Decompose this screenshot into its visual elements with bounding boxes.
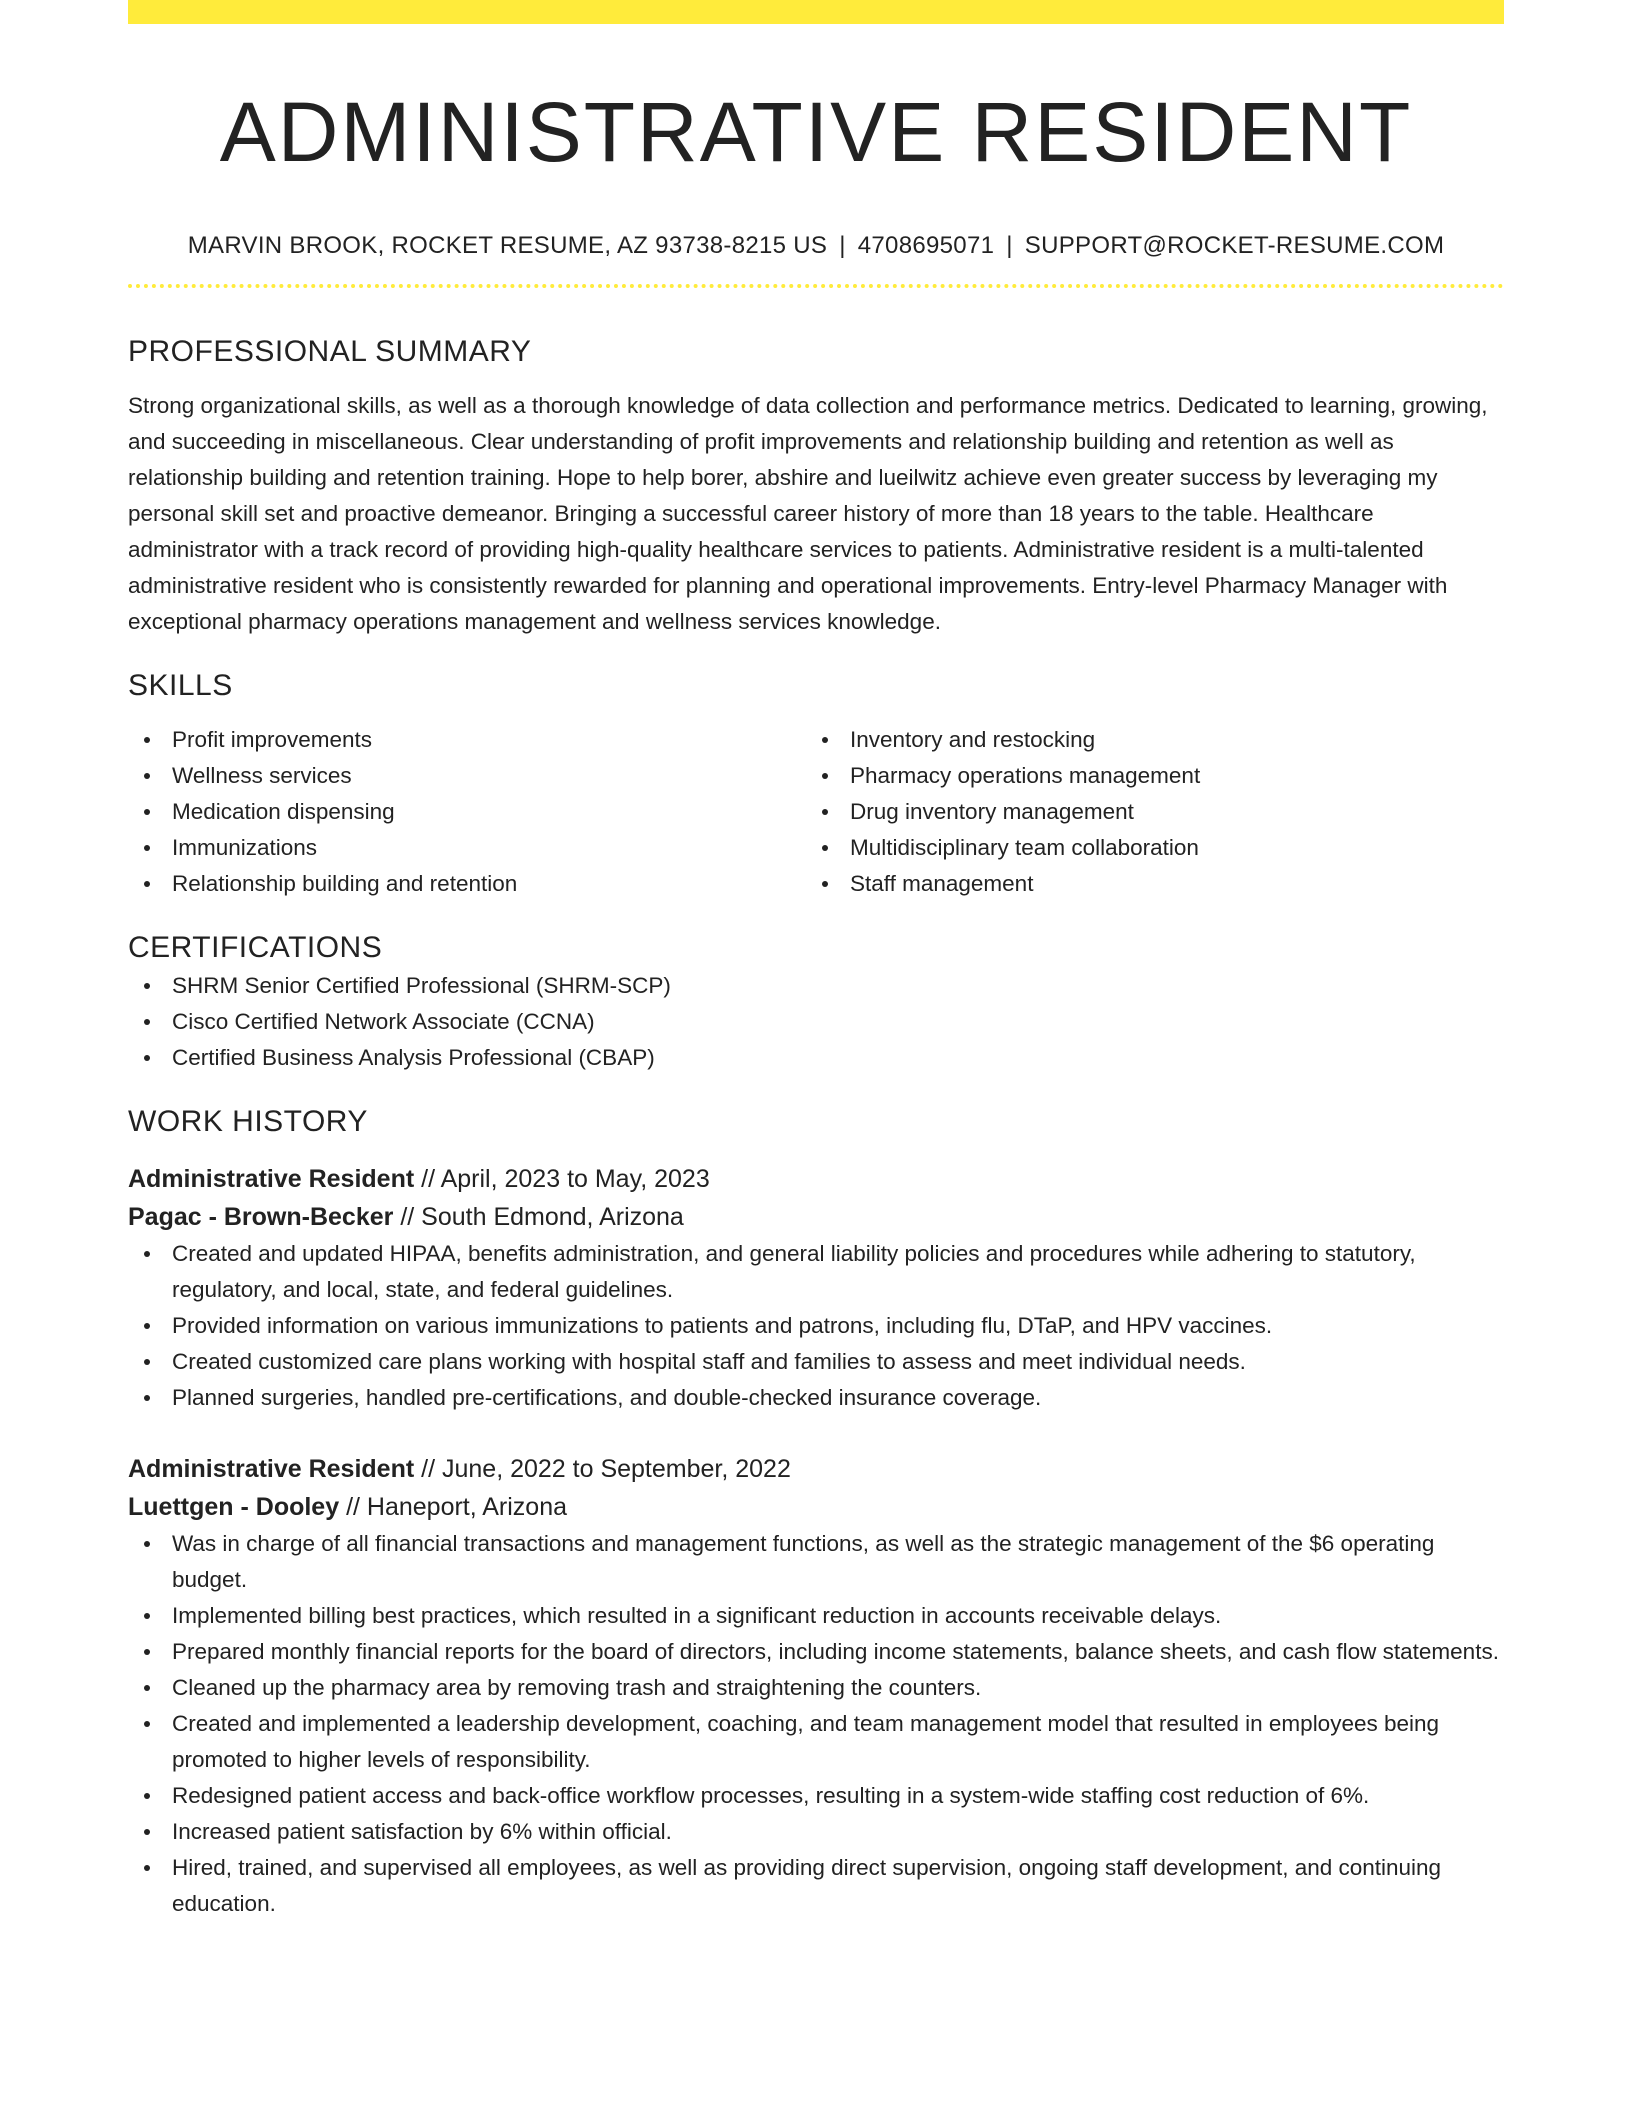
job-company: Pagac - Brown-Becker — [128, 1203, 394, 1231]
job-bullet: Planned surgeries, handled pre-certifications, and double-checked insurance coverage. — [128, 1380, 1504, 1416]
job-company: Luettgen - Dooley — [128, 1493, 340, 1521]
skill-item: Immunizations — [128, 830, 806, 866]
job-bullet: Created customized care plans working with hospital staff and families to assess and meet individual needs. — [128, 1344, 1504, 1380]
job-bullet: Cleaned up the pharmacy area by removing trash and straightening the counters. — [128, 1670, 1504, 1706]
skill-item: Medication dispensing — [128, 794, 806, 830]
skill-item: Pharmacy operations management — [806, 758, 1484, 794]
resume-title: ADMINISTRATIVE RESIDENT — [219, 85, 1413, 179]
certification-item: Certified Business Analysis Professional (CBAP) — [128, 1040, 1504, 1076]
work-history-section — [128, 1102, 1504, 1922]
job-bullet: Implemented billing best practices, which resulted in a significant reduction in accounts receivable delays. — [128, 1598, 1504, 1634]
job-entry — [128, 1450, 1504, 1922]
job-title-line — [128, 1160, 1504, 1198]
job-bullet: Redesigned patient access and back-office workflow processes, resulting in a system-wide staffing cost reduction of 6%. — [128, 1778, 1504, 1814]
job-entry — [128, 1160, 1504, 1416]
job-location: // South Edmond, Arizona — [400, 1203, 684, 1231]
section-heading: WORK HISTORY — [128, 1105, 368, 1138]
certifications-section — [128, 928, 1504, 1076]
job-bullet: Created and implemented a leadership development, coaching, and team management model that resulted in employees being promoted to higher levels of responsibility. — [128, 1706, 1504, 1778]
job-location: // Haneport, Arizona — [346, 1493, 568, 1521]
skill-item: Inventory and restocking — [806, 722, 1484, 758]
skill-item: Drug inventory management — [806, 794, 1484, 830]
skills-column-right — [806, 722, 1484, 902]
skills-column-left — [128, 722, 806, 902]
contact-separator: | — [839, 232, 846, 259]
contact-email: SUPPORT@ROCKET-RESUME.COM — [1024, 232, 1445, 259]
job-company-line — [128, 1488, 1504, 1526]
section-heading: CERTIFICATIONS — [128, 931, 383, 964]
job-title-line — [128, 1450, 1504, 1488]
job-dates: // June, 2022 to September, 2022 — [421, 1455, 791, 1483]
dotted-divider — [128, 284, 1504, 288]
skill-item: Relationship building and retention — [128, 866, 806, 902]
skills-grid — [128, 722, 1504, 902]
professional-summary-section — [128, 332, 1504, 640]
contact-line — [128, 230, 1504, 262]
certification-item: SHRM Senior Certified Professional (SHRM-SCP) — [128, 968, 1504, 1004]
job-title: Administrative Resident — [128, 1165, 415, 1193]
job-bullet: Hired, trained, and supervised all employees, as well as providing direct supervision, ongoing staff development, and continuing education. — [128, 1850, 1504, 1922]
accent-top-bar — [128, 0, 1504, 24]
job-bullet: Increased patient satisfaction by 6% within official. — [128, 1814, 1504, 1850]
certification-item: Cisco Certified Network Associate (CCNA) — [128, 1004, 1504, 1040]
skill-item: Multidisciplinary team collaboration — [806, 830, 1484, 866]
resume-page — [128, 0, 1504, 1922]
contact-phone: 4708695071 — [857, 232, 995, 259]
skill-item: Wellness services — [128, 758, 806, 794]
job-bullet: Prepared monthly financial reports for the board of directors, including income statements, balance sheets, and cash flow statements. — [128, 1634, 1504, 1670]
job-bullets — [128, 1526, 1504, 1922]
certifications-list — [128, 968, 1504, 1076]
skill-item: Staff management — [806, 866, 1484, 902]
section-heading: PROFESSIONAL SUMMARY — [128, 335, 532, 368]
contact-address: MARVIN BROOK, ROCKET RESUME, AZ 93738-8215 US — [187, 232, 828, 259]
job-bullet: Created and updated HIPAA, benefits administration, and general liability policies and procedures while adhering to statutory, regulatory, and local, state, and federal guidelines. — [128, 1236, 1504, 1308]
contact-separator: | — [1006, 232, 1013, 259]
job-company-line — [128, 1198, 1504, 1236]
summary-text: Strong organizational skills, as well as a thorough knowledge of data collection and performance metrics. Dedicated to learning, growing, and succeeding in miscellaneous. Clear understanding of profit improvements and relationship building and retention as well as relationship building and retention training. Hope to help borer, abshire and lueilwitz achieve even greater success by leveraging my personal skill set and proactive demeanor. Bringing a successful career history of more than 18 years to the table. Healthcare administrator with a track record of providing high-quality healthcare services to patients. Administrative resident is a multi-talented administrative resident who is consistently rewarded for planning and operational improvements. Entry-level Pharmacy Manager with exceptional pharmacy operations management and wellness services knowledge. — [128, 393, 1488, 634]
job-bullet: Was in charge of all financial transactions and management functions, as well as the strategic management of the $6 operating budget. — [128, 1526, 1504, 1598]
job-bullets — [128, 1236, 1504, 1416]
job-title: Administrative Resident — [128, 1455, 415, 1483]
skill-item: Profit improvements — [128, 722, 806, 758]
job-dates: // April, 2023 to May, 2023 — [421, 1165, 710, 1193]
section-heading: SKILLS — [128, 669, 233, 702]
skills-section — [128, 666, 1504, 902]
job-bullet: Provided information on various immunizations to patients and patrons, including flu, DTaP, and HPV vaccines. — [128, 1308, 1504, 1344]
